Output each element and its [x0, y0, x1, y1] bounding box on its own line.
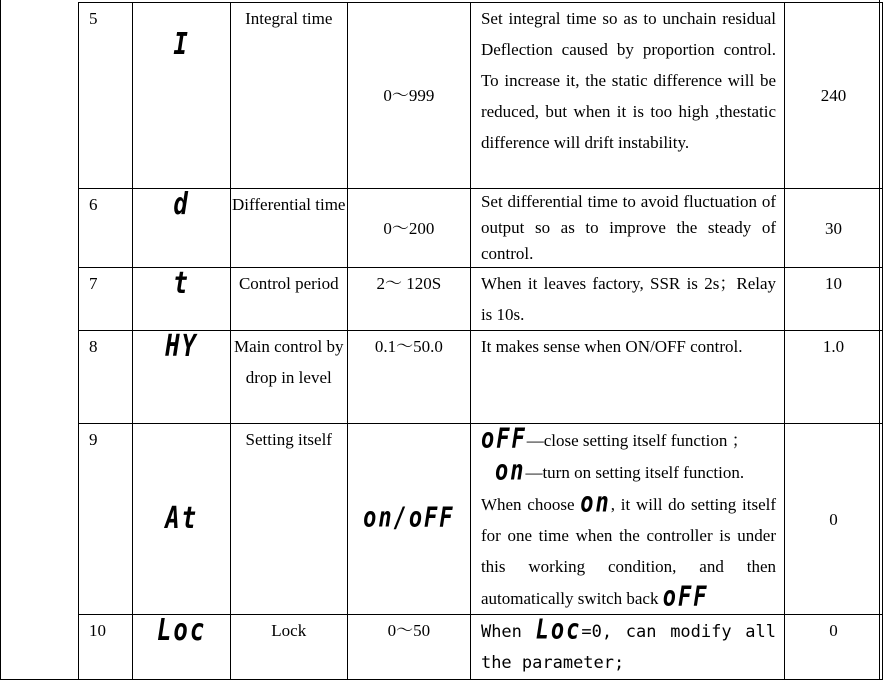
seven-segment-code: oFF — [662, 581, 709, 614]
seven-segment-code: on — [580, 487, 611, 520]
seven-segment-code: d — [173, 186, 190, 222]
param-range — [347, 424, 470, 615]
param-display-code — [133, 612, 230, 680]
desc-text: , it will do setting itself for one time when the controller is under this working condition, and then automatically switch back — [480, 495, 777, 608]
param-default: 0 — [785, 424, 883, 615]
param-display-code — [133, 186, 230, 268]
param-name: Control period — [230, 268, 347, 331]
param-name: Main control by drop in level — [230, 331, 347, 424]
table-row — [79, 268, 883, 331]
param-default: 10 — [785, 268, 883, 331]
param-number: 10 — [79, 615, 133, 680]
seven-segment-range: on/oFF — [363, 502, 455, 535]
table-row — [79, 189, 883, 268]
param-number: 6 — [79, 189, 133, 268]
table-row — [79, 615, 883, 680]
seven-segment-code: oFF — [480, 423, 527, 456]
param-description: Set integral time so as to unchain residual Deflection caused by proportion control. To increase it, the static difference will be reduced, but when it is too high ,thestatic difference will drift instability. — [470, 3, 784, 189]
param-display-code — [133, 424, 230, 615]
param-description — [470, 615, 784, 680]
param-range: 0～200 — [347, 189, 470, 268]
parameter-table — [78, 2, 883, 680]
param-display-code — [133, 3, 230, 189]
param-description: When it leaves factory, SSR is 2s；Relay is 10s. — [470, 268, 784, 331]
desc-on-line — [481, 456, 776, 488]
desc-text: —close setting itself function ； — [526, 431, 749, 450]
param-name: Lock — [230, 615, 347, 680]
param-name: Integral time — [230, 3, 347, 189]
desc-text: When choose — [480, 495, 575, 514]
desc-text: —turn on setting itself function. — [525, 463, 745, 482]
table-row — [79, 424, 883, 615]
param-number: 9 — [79, 424, 133, 615]
param-name: Setting itself — [230, 424, 347, 615]
table-row — [79, 331, 883, 424]
seven-segment-code: Loc — [156, 612, 207, 648]
param-number: 5 — [79, 3, 133, 189]
desc-text: When — [480, 622, 522, 642]
param-number: 7 — [79, 268, 133, 331]
param-default: 30 — [785, 189, 883, 268]
param-description: It makes sense when ON/OFF control. — [470, 331, 784, 424]
seven-segment-code: I — [173, 26, 190, 62]
seven-segment-code: At — [165, 499, 199, 535]
seven-segment-code: Loc — [535, 614, 582, 647]
param-display-code — [133, 328, 230, 424]
bottom-rule — [0, 679, 883, 680]
param-default: 1.0 — [785, 331, 883, 424]
seven-segment-code: HY — [165, 328, 199, 364]
param-range: 0.1～50.0 — [347, 331, 470, 424]
table-row — [79, 3, 883, 189]
param-range: 0～999 — [347, 3, 470, 189]
param-name: Differential time — [230, 189, 347, 268]
seven-segment-code: on — [494, 455, 526, 488]
param-range: 2～ 120S — [347, 268, 470, 331]
param-default: 240 — [785, 3, 883, 189]
param-display-code — [133, 265, 230, 331]
seven-segment-code: t — [173, 265, 190, 301]
param-number: 8 — [79, 331, 133, 424]
param-description: Set differential time to avoid fluctuation of output so as to improve the steady of control. — [470, 189, 784, 268]
desc-text: =0, can modify all the parameter; — [480, 622, 777, 673]
param-description — [470, 424, 784, 615]
param-default: 0 — [785, 615, 883, 680]
param-range: 0～50 — [347, 615, 470, 680]
